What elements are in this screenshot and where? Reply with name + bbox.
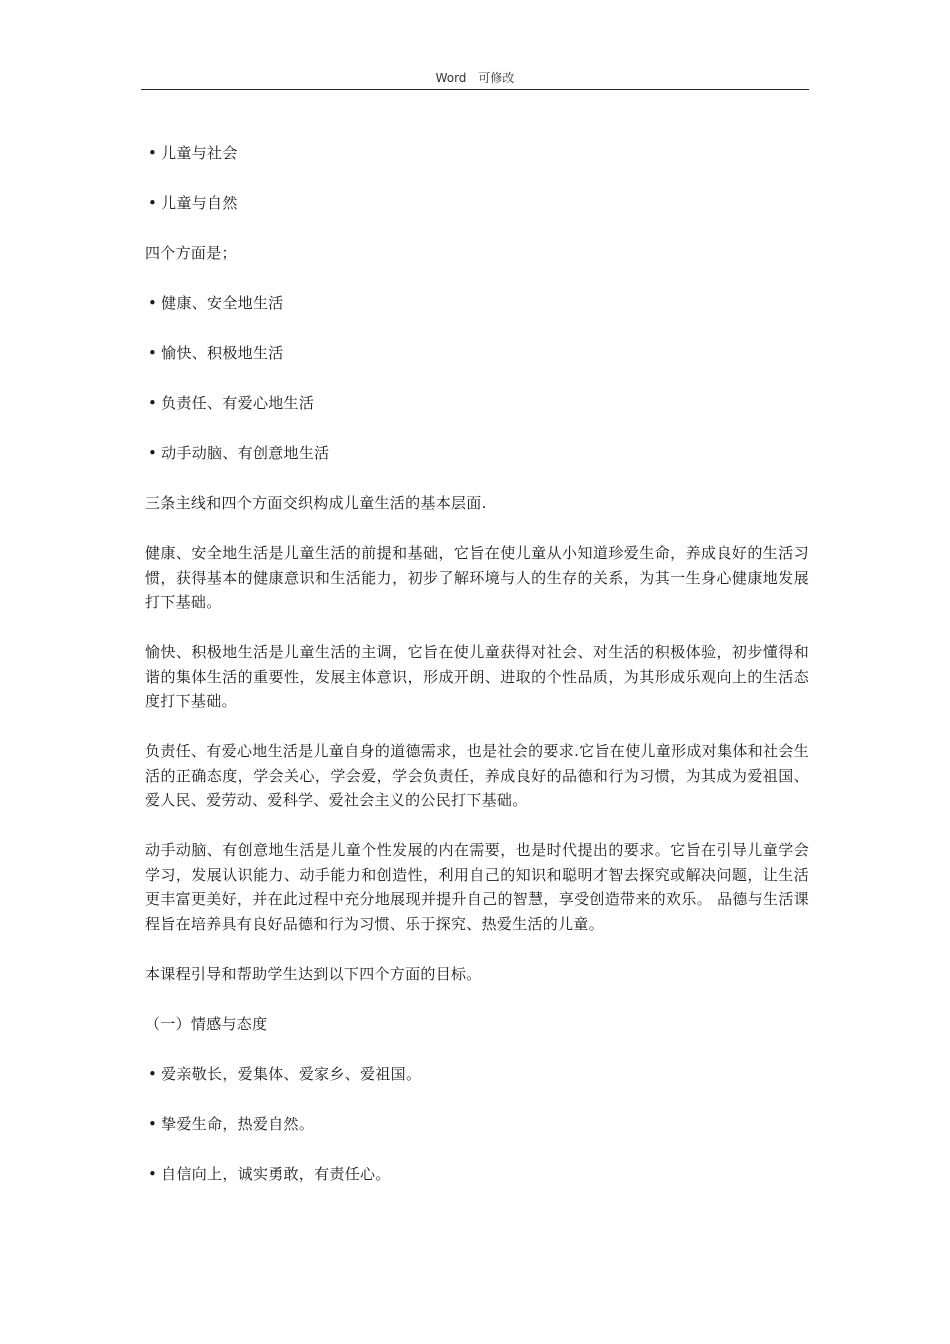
bullet-item: • 动手动脑、有创意地生活 [145,441,809,466]
paragraph: 三条主线和四个方面交织构成儿童生活的基本层面. [145,494,487,512]
bullet-item: • 挚爱生命，热爱自然。 [145,1112,809,1137]
page-header [141,70,809,90]
paragraph: 动手动脑、有创意地生活是儿童个性发展的内在需要，也是时代提出的要求。它旨在引导儿童学会学习，发展认识能力、动手能力和创造性，利用自己的知识和聪明才智去探究或解决问题，让生活更丰富更美好，并在此过程中充分地展现并提升自己的智慧，享受创造带来的欢乐。 品德与生活课程旨在培养具有良好品德和行为习惯、乐于探究、热爱生活的儿童。 [145,841,809,933]
paragraph: 愉快、积极地生活是儿童生活的主调，它旨在使儿童获得对社会、对生活的积极体验，初步懂得和谐的集体生活的重要性，发展主体意识，形成开朗、进取的个性品质，为其形成乐观向上的生活态度打下基础。 [145,643,809,710]
bullet-item: • 自信向上，诚实勇敢，有责任心。 [145,1162,809,1187]
document-body [145,141,809,1212]
bullet-item: • 儿童与社会 [145,141,809,166]
paragraph: 健康、安全地生活是儿童生活的前提和基础，它旨在使儿童从小知道珍爱生命，养成良好的生活习惯，获得基本的健康意识和生活能力，初步了解环境与人的生存的关系，为其一生身心健康地发展打下基础。 [145,544,809,611]
bullet-item: • 健康、安全地生活 [145,291,809,316]
header-word-label: Word [435,71,467,85]
paragraph: 负责任、有爱心地生活是儿童自身的道德需求，也是社会的要求.它旨在使儿童形成对集体和社会生活的正确态度，学会关心，学会爱，学会负责任，养成良好的品德和行为习惯，为其成为爱祖国、爱人民、爱劳动、爱科学、爱社会主义的公民打下基础。 [145,742,809,809]
paragraph: 四个方面是； [145,244,237,262]
bullet-item: • 负责任、有爱心地生活 [145,391,809,416]
bullet-item: • 儿童与自然 [145,191,809,216]
header-editable-label: 可修改 [478,71,515,85]
paragraph: 本课程引导和帮助学生达到以下四个方面的目标。 [145,964,482,983]
section-heading: （一）情感与态度 [145,1014,268,1033]
bullet-item: • 爱亲敬长，爱集体、爱家乡、爱祖国。 [145,1062,809,1087]
bullet-item: • 愉快、积极地生活 [145,341,809,366]
